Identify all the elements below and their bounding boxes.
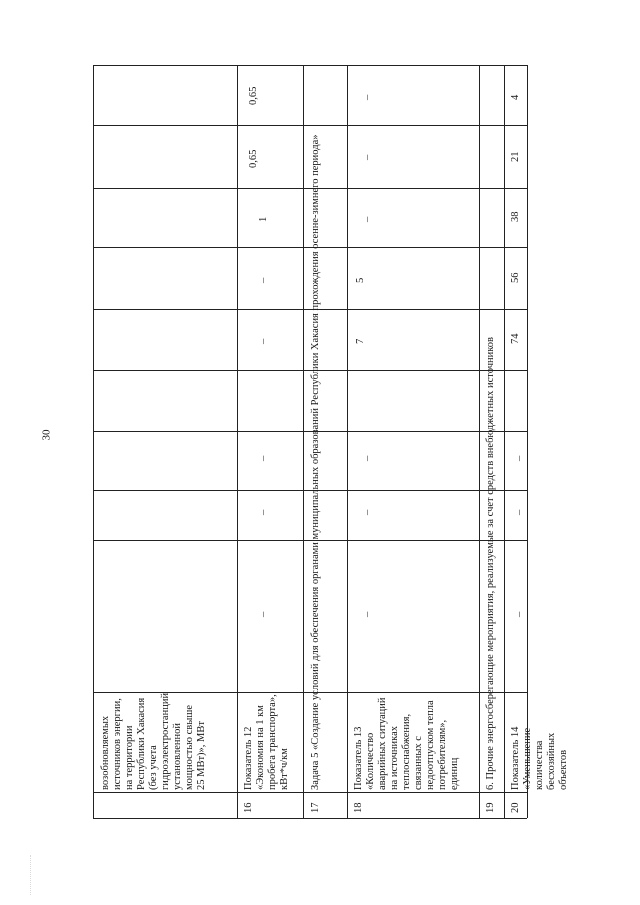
table-line [93, 65, 94, 818]
cell-value: 1 [258, 216, 269, 222]
indicator-cont: возобновляемых источников энергии, на территории Республики Хакасия (без учета гидроэлектростанций установленной мощностью свыше 25 МВт)», МВт [100, 692, 207, 790]
cell-value: – [362, 154, 373, 160]
task-5-heading: Задача 5 «Создание условий для обеспечения органами муниципальных образований Республики Хакасия прохождения осенне-зимнего периода» [310, 134, 321, 790]
cell-value: – [258, 611, 269, 617]
cell-value: 56 [510, 272, 521, 283]
indicator-14: Показатель 14 «Уменьшение количества бесхозяйных объектов [510, 726, 569, 790]
cell-value: 0,65 [248, 149, 259, 168]
cell-value: – [362, 611, 373, 617]
cell-value: – [362, 509, 373, 515]
indicator-13: Показатель 13 «Количество аварийных ситуаций на источниках теплоснабжения, связанных с недоотпуском тепла потребителям», единиц [353, 697, 460, 790]
cell-value: – [258, 509, 269, 515]
cell-value: 5 [355, 277, 366, 283]
table-line [237, 65, 238, 818]
table-line [479, 65, 480, 818]
table-line [93, 65, 527, 66]
cell-value: – [258, 338, 269, 344]
row-number: 17 [310, 802, 321, 813]
indicator-12: Показатель 12 «Экономия на 1 км пробега транспорта», кВт*ч/км [243, 694, 290, 790]
table-line [347, 65, 348, 818]
cell-value: 21 [510, 151, 521, 162]
cell-value: – [258, 277, 269, 283]
cell-value: – [362, 216, 373, 222]
scan-artifact [30, 855, 141, 895]
row-number: 18 [353, 802, 364, 813]
cell-value: 7 [355, 338, 366, 344]
cell-value: 0,65 [248, 86, 259, 105]
table-line [93, 818, 527, 819]
page-number: 30 [40, 429, 53, 441]
cell-value: – [514, 509, 525, 515]
row-number: 20 [510, 802, 521, 813]
cell-value: – [514, 455, 525, 461]
cell-value: – [514, 611, 525, 617]
table-line [504, 65, 505, 818]
cell-value: – [258, 455, 269, 461]
cell-value: – [362, 455, 373, 461]
table-line [303, 65, 304, 818]
row-number: 16 [243, 802, 254, 813]
cell-value: 38 [510, 211, 521, 222]
section-6-heading: 6. Прочие энергосберегающие мероприятия, реализуемые за счет средств внебюджетных источников [485, 337, 496, 790]
cell-value: – [362, 94, 373, 100]
cell-value: 4 [510, 94, 521, 100]
row-number: 19 [485, 802, 496, 813]
table-line [93, 792, 527, 793]
cell-value: 74 [510, 333, 521, 344]
